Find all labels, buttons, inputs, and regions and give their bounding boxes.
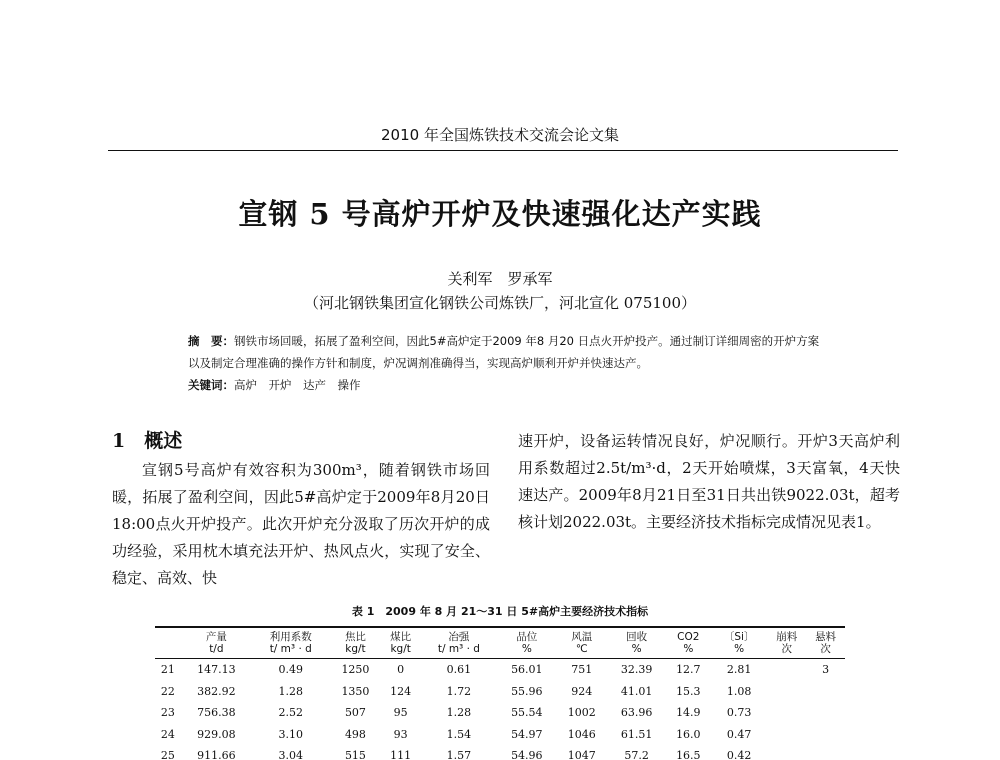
table-cell: 15.3 — [676, 684, 701, 698]
column-header — [381, 627, 420, 659]
table-cell: 515 — [344, 749, 366, 760]
paragraph: 速开炉，设备运转情况良好，炉况顺行。开炉3天高炉利用系数超过2.5t/m³·d，2天开始喷煤，3天富氧，4天快速达产。2009年8月21日至31日共出铁9022.03t，超考核计划2022.03t。主要经济技术指标完成情况见表1。 — [518, 432, 900, 531]
left-column — [112, 428, 490, 592]
table-cell: 1.72 — [446, 684, 472, 698]
paragraph: 宣钢5号高炉有效容积为300m³，随着钢铁市场回暖，拓展了盈利空间，因此5#高炉定于2009年8月20日18:00点火开炉投产。此次开炉充分汲取了历次开炉的成功经验，采用枕木填充法开炉、热风点火，实现了安全、稳定、高效、快 — [112, 461, 490, 587]
table-cell: 1047 — [567, 749, 596, 760]
table-cell: 111 — [390, 749, 412, 760]
table-cell: 95 — [393, 706, 408, 720]
table-cell: 1.57 — [446, 749, 472, 760]
header-line: 悬料 — [815, 631, 837, 643]
table-cell: 57.2 — [624, 749, 649, 760]
table-cell: 2.52 — [278, 706, 303, 720]
table-cell: 63.96 — [620, 706, 653, 720]
table-cell: 498 — [344, 727, 366, 741]
header-line: 次 — [820, 643, 831, 655]
authors: 关利军 罗承军 — [447, 270, 553, 288]
column-header — [252, 627, 330, 659]
header-line: % — [631, 643, 642, 655]
table-cell: 14.9 — [676, 706, 701, 720]
table-cell: 1046 — [567, 727, 596, 741]
column-header — [767, 627, 806, 659]
table-cell — [806, 702, 845, 724]
table-cell — [767, 702, 806, 724]
table-cell — [767, 681, 806, 703]
table-cell: 1002 — [567, 706, 596, 720]
table-cell: 507 — [344, 706, 366, 720]
header-line: 利用系数 — [269, 631, 312, 643]
header-line: t/ m³ · d — [437, 643, 480, 655]
header-line: ℃ — [575, 643, 588, 655]
table-cell: 0.42 — [726, 749, 752, 760]
keywords: 高炉 开炉 达产 操作 — [234, 378, 361, 392]
column-header — [666, 627, 711, 659]
header-line: 焦比 — [344, 631, 366, 643]
table-cell — [767, 745, 806, 760]
table-row — [155, 745, 845, 760]
header-line: % — [683, 643, 694, 655]
table-cell — [806, 724, 845, 746]
header-line: 风温 — [571, 631, 593, 643]
table-cell: 16.0 — [676, 727, 701, 741]
right-column — [518, 428, 900, 536]
table-cell: 3.04 — [278, 749, 303, 760]
table-row — [155, 681, 845, 703]
table-cell: 3 — [822, 663, 830, 677]
column-header — [181, 627, 252, 659]
table-cell: 124 — [390, 684, 412, 698]
table-cell: 1.54 — [446, 727, 472, 741]
column-header — [155, 627, 181, 659]
table-cell: 0.49 — [278, 663, 303, 677]
table-cell: 22 — [160, 684, 175, 698]
table-cell: 41.01 — [620, 684, 653, 698]
header-line: 回收 — [626, 631, 648, 643]
header-line: t/ m³ · d — [269, 643, 312, 655]
table-cell: 0.61 — [446, 663, 472, 677]
header-line: kg/t — [390, 643, 411, 655]
affiliation: （河北钢铁集团宣化钢铁公司炼铁厂，河北宣化 075100） — [303, 294, 697, 312]
table-cell — [806, 681, 845, 703]
header-line: kg/t — [345, 643, 366, 655]
table-cell: 24 — [160, 727, 175, 741]
table-row — [155, 724, 845, 746]
table-cell: 3.10 — [278, 727, 303, 741]
table-cell: 54.97 — [511, 727, 543, 741]
table-cell: 61.51 — [620, 727, 653, 741]
table-cell: 1.08 — [726, 684, 752, 698]
table-cell: 2.81 — [726, 663, 752, 677]
table-cell: 0.73 — [726, 706, 752, 720]
table-cell: 32.39 — [620, 663, 653, 677]
header-rule — [108, 150, 898, 151]
header-line: 次 — [781, 643, 793, 655]
table-cell: 25 — [160, 749, 175, 760]
header-line: t/d — [209, 643, 224, 655]
table-cell: 1250 — [341, 663, 370, 677]
header-line: 产量 — [205, 631, 227, 643]
table-cell: 54.96 — [511, 749, 543, 760]
table-cell: 929.08 — [197, 727, 236, 741]
table-cell: 93 — [393, 727, 408, 741]
header-line: 〔Si〕 — [723, 631, 755, 643]
table-cell: 756.38 — [197, 706, 236, 720]
table-cell: 147.13 — [197, 663, 236, 677]
abstract-label: 摘 要： — [188, 334, 234, 348]
table-cell: 55.96 — [511, 684, 543, 698]
abstract — [188, 330, 828, 396]
indicators-table — [155, 626, 845, 760]
header-line: % — [734, 643, 745, 655]
header-line: 品位 — [516, 631, 538, 643]
table-cell — [767, 724, 806, 746]
column-header — [711, 627, 767, 659]
table-cell: 1350 — [341, 684, 370, 698]
section-heading: 1 概述 — [112, 430, 183, 452]
table-caption: 表 1 2009 年 8 月 21～31 日 5#高炉主要经济技术指标 — [351, 605, 649, 618]
column-header — [556, 627, 608, 659]
table-cell: 0.47 — [726, 727, 752, 741]
column-header — [806, 627, 845, 659]
table-cell: 1.28 — [446, 706, 472, 720]
table-cell: 1.28 — [278, 684, 303, 698]
table-cell: 23 — [160, 706, 175, 720]
abstract-text: 钢铁市场回暖，拓展了盈利空间，因此5#高炉定于2009 年8 月20 日点火开炉投产。通过制订详细周密的开炉方案以及制定合理准确的操作方针和制度，炉况调剂准确得当，实现高炉顺利开炉并快速达产。 — [188, 334, 820, 370]
table-cell — [767, 659, 806, 681]
column-header — [498, 627, 556, 659]
table-cell: 751 — [571, 663, 593, 677]
header-line: CO2 — [677, 631, 700, 643]
header-line: % — [521, 643, 532, 655]
header-line: 冶强 — [448, 631, 470, 643]
column-header — [420, 627, 498, 659]
table-cell: 55.54 — [511, 706, 543, 720]
paper-title: 宣钢 5 号高炉开炉及快速强化达产实践 — [238, 197, 762, 231]
table-row — [155, 659, 845, 681]
table-cell: 382.92 — [197, 684, 236, 698]
table-cell: 0 — [397, 663, 405, 677]
table-cell: 12.7 — [676, 663, 701, 677]
running-head: 2010 年全国炼铁技术交流会论文集 — [381, 126, 619, 144]
table-header-row — [155, 627, 845, 659]
table-cell: 21 — [160, 663, 175, 677]
table-cell: 911.66 — [197, 749, 236, 760]
header-line: 崩料 — [776, 631, 798, 643]
table-cell: 16.5 — [676, 749, 701, 760]
column-header — [330, 627, 382, 659]
keywords-label: 关键词： — [188, 378, 234, 392]
column-header — [608, 627, 666, 659]
header-line: 煤比 — [390, 631, 412, 643]
table-row — [155, 702, 845, 724]
table-cell: 924 — [571, 684, 593, 698]
table-cell — [806, 745, 845, 760]
table-cell: 56.01 — [511, 663, 543, 677]
